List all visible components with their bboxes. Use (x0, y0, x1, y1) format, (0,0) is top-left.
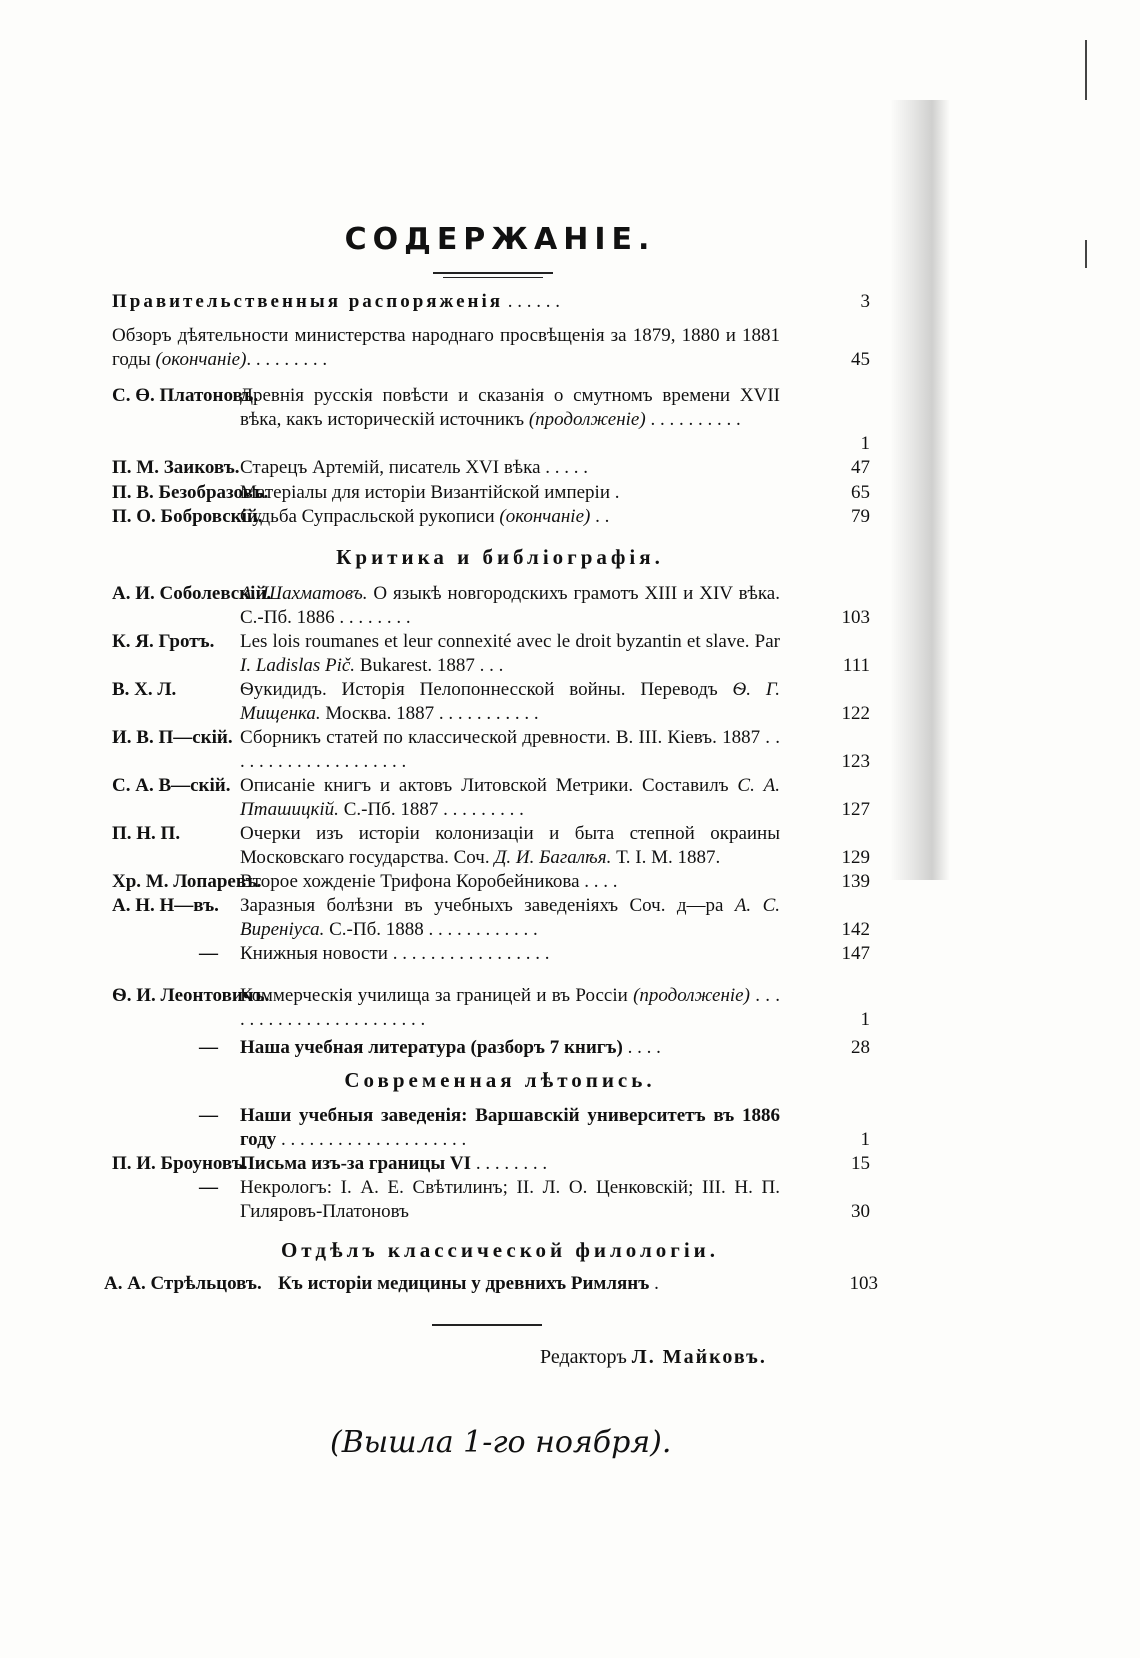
page-number: 28 (851, 1037, 870, 1058)
entry-text: Наши учебныя заведенія: Варшавскій университетъ въ 1886 году (240, 1105, 780, 1150)
entry-note: (продолженіе) (528, 409, 646, 430)
section-heading: Правительственныя распоряженія (112, 291, 504, 312)
scan-shadow (890, 100, 950, 880)
page-title: СОДЕРЖАНІЕ. (344, 222, 656, 257)
entry-text: Второе хожденіе Трифона Коробейникова (240, 871, 580, 892)
entry-text: Сборникъ статей по классической древности. В. III. Кіевъ. 1887 (240, 727, 761, 748)
page-number: 1 (860, 433, 870, 454)
page-number: 1 (860, 1009, 870, 1030)
page-number: 122 (841, 703, 870, 724)
entry-author: — (199, 1105, 218, 1126)
entry-author: К. Я. Гротъ. (112, 631, 215, 652)
page-number: 15 (851, 1153, 870, 1174)
editor-name: Л. Майковъ. (631, 1346, 767, 1368)
entry-ref: А. Шахматовъ. (240, 583, 368, 604)
page-number: 129 (841, 847, 870, 868)
entry-ref: С. А. Пташицкій. (240, 775, 781, 820)
entry-author: Хр. М. Лопаревъ. (112, 871, 262, 892)
section-heading: Критика и библіографія. (336, 545, 664, 569)
page-number: 147 (841, 943, 870, 964)
entry-text: Т. I. М. 1887. (616, 847, 721, 868)
entry-text: Наша учебная литература (разборъ 7 книгъ) (240, 1037, 623, 1058)
entry-author: — (199, 1037, 218, 1058)
entry-author: А. Н. Н—въ. (112, 895, 219, 916)
entry-author: П. М. Заиковъ. (112, 457, 240, 478)
page-number: 123 (841, 751, 870, 772)
title-rule (443, 277, 543, 278)
page-number: 139 (841, 871, 870, 892)
entry-text: Коммерческія училища за границей и въ Россіи (240, 985, 628, 1006)
entry-ref: I. Ladislas Pič. (240, 655, 356, 676)
page-number: 47 (851, 457, 870, 478)
section-heading: Отдѣлъ классической филологіи. (280, 1238, 720, 1262)
entry-note: (окончаніе) (499, 506, 591, 527)
entry-text: Обзоръ дѣятельности министерства народнаго просвѣщенія за 1879, 1880 и 1881 годы (112, 325, 780, 370)
entry-text: Старецъ Артемій, писатель XVI вѣка (240, 457, 541, 478)
page-number: 30 (851, 1201, 870, 1222)
entry-author: И. В. П—скій. (112, 727, 233, 748)
entry-author: П. В. Безобразовъ. (112, 482, 269, 503)
entry-text: О языкѣ новгородскихъ грамотъ XIII и XIV вѣка. С.-Пб. 1886 (240, 583, 780, 628)
page-number: 3 (860, 291, 870, 312)
entry-author: П. Н. П. (112, 823, 181, 844)
separator-rule (432, 1324, 542, 1326)
entry-author: А. И. Соболевскій. (112, 583, 272, 604)
entry-note: (окончаніе) (155, 349, 247, 370)
entry-text: Судьба Супрасльской рукописи (240, 506, 495, 527)
page-number: 111 (842, 655, 870, 676)
entry-text: Ѳукидидъ. Исторія Пелопоннесской войны. Переводъ (240, 679, 718, 700)
page-number: 45 (851, 349, 870, 370)
entry-ref: Ѳ. Г. Мищенка. (240, 679, 780, 724)
page-edge-line (1085, 240, 1087, 268)
page-number: 65 (851, 482, 870, 503)
page-number: 1 (860, 1129, 870, 1150)
entry-author: С. Ө. Платоновъ. (112, 385, 259, 406)
entry-ref: Д. И. Багалѣя. (494, 847, 612, 868)
entry-author: — (199, 943, 218, 964)
entry-note: (продолженіе) (633, 985, 750, 1006)
entry-text: Матеріалы для исторіи Византійской имперіи (240, 482, 610, 503)
page-number: 103 (849, 1273, 878, 1294)
entry-text: Москва. 1887 (325, 703, 435, 724)
entry-author: А. А. Стрѣльцовъ. (104, 1273, 262, 1294)
entry-text: С.-Пб. 1888 (329, 919, 424, 940)
entry-text: Описаніе книгъ и актовъ Литовской Метрики. Составилъ (240, 775, 729, 796)
entry-text: Некрологъ: I. А. Е. Свѣтилинъ; II. Л. О. Ценковскій; III. Н. П. Гиляровъ-Платоновъ (240, 1177, 780, 1222)
entry-text: Письма изъ-за границы VI (240, 1153, 472, 1174)
editor-label: Редакторъ (540, 1346, 627, 1368)
page-edge-line (1085, 40, 1087, 100)
page-number: 127 (841, 799, 870, 820)
entry-author: — (199, 1177, 218, 1198)
page-number: 103 (841, 607, 870, 628)
entry-author: В. Х. Л. (112, 679, 177, 700)
entry-text: Заразныя болѣзни въ учебныхъ заведеніяхъ Соч. д—ра (240, 895, 724, 916)
entry-text: Древнія русскія повѣсти и сказанія о смутномъ времени XVII вѣка, какъ историческій источникъ (240, 385, 780, 430)
title-rule (433, 272, 553, 274)
entry-author: Ѳ. И. Леонтовичъ. (112, 985, 270, 1006)
page-number: 79 (851, 506, 870, 527)
entry-author: П. О. Бобровскій. (112, 506, 263, 527)
entry-text: Книжныя новости (240, 943, 388, 964)
entry-text: Bukarest. 1887 (359, 655, 475, 676)
handwritten-note: (Вышла 1-го ноября). (330, 1425, 672, 1460)
entry-text: Очерки изъ исторіи колонизаціи и быта степной окраины Московскаго государства. Соч. (240, 823, 780, 868)
editor-line (540, 1346, 767, 1369)
entry-author: С. А. В—скій. (112, 775, 231, 796)
section-heading: Современная лѣтопись. (344, 1068, 656, 1092)
entry-author: П. И. Броуновъ. (112, 1153, 248, 1174)
page-number: 142 (841, 919, 870, 940)
entry-text: С.-Пб. 1887 (343, 799, 439, 820)
entry-text: Къ исторіи медицины у древнихъ Римлянъ (278, 1273, 650, 1294)
entry-text: Les lois roumanes et leur connexité avec le droit byzantin et slave. Par (240, 631, 780, 652)
entry-ref: А. С. Виреніуса. (240, 895, 780, 940)
